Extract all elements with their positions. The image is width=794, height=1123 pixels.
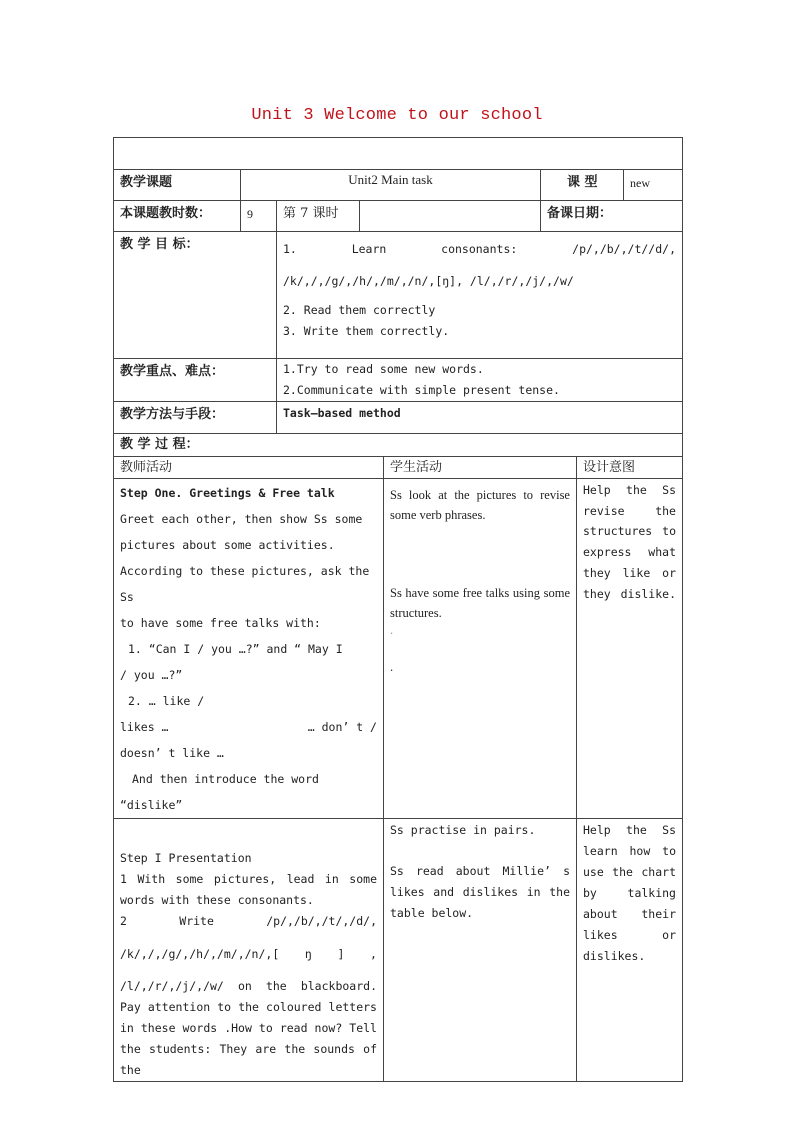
objective-word: Learn xyxy=(351,242,387,256)
step-one-item-1: 1. “Can I / you …?” and “ May I xyxy=(128,642,343,656)
key-point-1: 1.Try to read some new words. xyxy=(283,362,484,376)
step-two-student-2: Ss read about Millie’ s likes and dislikes in the table below. xyxy=(390,864,570,920)
teacher-column-header: 教师活动 xyxy=(114,457,384,479)
step-two-bracket: ] xyxy=(337,947,345,961)
period-label: 第 7 课时 xyxy=(277,201,360,232)
step-two-teacher xyxy=(114,819,384,1082)
column-header-row xyxy=(114,457,683,479)
step-two-line-2 xyxy=(120,911,377,932)
hours-label: 本课题教时数： xyxy=(114,201,241,232)
step-one-heading: Step One. Greetings & Free talk xyxy=(120,486,335,500)
step-one-item-1b: / you …?” xyxy=(120,668,183,682)
methods-value: Task—based method xyxy=(277,402,683,434)
step-one-item-2b-right: … don’ t / xyxy=(307,720,377,734)
step-two-num: 2 xyxy=(120,914,127,928)
spacer xyxy=(390,525,570,583)
objectives-row xyxy=(114,232,683,359)
blank-cell xyxy=(114,138,683,170)
topic-value: Unit2 Main task xyxy=(241,170,541,201)
step-one-outro-2: “dislike” xyxy=(120,798,183,812)
page-title: Unit 3 Welcome to our school xyxy=(251,106,543,125)
step-one-student-dot: . xyxy=(390,623,394,637)
step-two-line-3 xyxy=(120,932,377,976)
step-one-item-2b-left: likes … xyxy=(120,720,169,734)
step-two-student-1: Ss practise in pairs. xyxy=(390,823,536,837)
methods-row xyxy=(114,402,683,434)
lesson-type-label: 课 型 xyxy=(541,170,624,201)
step-one-student xyxy=(384,479,577,819)
step-two-student xyxy=(384,819,577,1082)
period-blank xyxy=(360,201,541,232)
step-two-phoneme: ŋ xyxy=(304,947,312,961)
step-two-heading: Step I Presentation xyxy=(120,851,252,865)
step-one-student-dot: . xyxy=(390,660,394,674)
objective-line-3: 2. Read them correctly xyxy=(283,303,436,317)
step-one-design: Help the Ss revise the structures to express what they like or they dislike. xyxy=(577,479,683,819)
step-one-item-2: 2. … like / xyxy=(128,694,205,708)
step-one-student-2: Ss have some free talks using some structures. xyxy=(390,586,570,620)
hours-row xyxy=(114,201,683,232)
objectives-content xyxy=(277,232,683,359)
step-one-item-2b xyxy=(120,714,377,740)
topic-label: 教学课题 xyxy=(114,170,241,201)
step-two-phonemes: /k/,/,/g/,/h/,/m/,/n/,[ xyxy=(120,947,280,961)
step-one-line: Greet each other, then show Ss some xyxy=(120,512,363,526)
key-points-label: 教学重点、难点： xyxy=(114,359,277,402)
key-points-content xyxy=(277,359,683,402)
objective-line-2: /k/,/,/g/,/h/,/m/,/n/,[ŋ], /l/,/r/,/j/,/w/ xyxy=(283,274,574,288)
objectives-label: 教 学 目 标： xyxy=(114,232,277,359)
lesson-type-value: new xyxy=(624,170,683,201)
step-one-outro-1: And then introduce the word xyxy=(132,772,319,786)
step-two-row xyxy=(114,819,683,1082)
prep-date-label: 备课日期： xyxy=(541,201,683,232)
lesson-plan-table xyxy=(113,137,683,1082)
objective-line-1 xyxy=(283,236,676,262)
step-one-line: to have some free talks with: xyxy=(120,616,321,630)
student-column-header: 学生活动 xyxy=(384,457,577,479)
step-one-teacher xyxy=(114,479,384,819)
process-label: 教 学 过 程： xyxy=(114,434,683,457)
process-row xyxy=(114,434,683,457)
objective-line-4: 3. Write them correctly. xyxy=(283,324,450,338)
hours-value: 9 xyxy=(241,201,277,232)
key-point-2: 2.Communicate with simple present tense. xyxy=(283,383,560,397)
objective-phonemes: /p/,/b/,/t//d/, xyxy=(572,242,676,256)
step-two-design: Help the Ss learn how to use the chart by talking about their likes or dislikes. xyxy=(577,819,683,1082)
step-one-item-2c: doesn’ t like … xyxy=(120,746,224,760)
objective-word: consonants: xyxy=(441,242,518,256)
step-two-line-4: /l/,/r/,/j/,/w/ on the blackboard. Pay attention to the coloured letters in these words .How to read now? Tell the students: They are the sounds of the xyxy=(120,979,377,1077)
step-one-line: pictures about some activities. xyxy=(120,538,335,552)
methods-label: 教学方法与手段： xyxy=(114,402,277,434)
step-one-line: According to these pictures, ask the Ss xyxy=(120,564,370,604)
step-one-student-1: Ss look at the pictures to revise some verb phrases. xyxy=(390,488,570,522)
step-two-comma: , xyxy=(370,947,377,961)
step-two-word: Write xyxy=(179,914,214,928)
key-points-row xyxy=(114,359,683,402)
objective-num: 1. xyxy=(283,242,297,256)
design-column-header: 设计意图 xyxy=(577,457,683,479)
step-two-line-1: 1 With some pictures, lead in some words with these consonants. xyxy=(120,872,377,907)
step-two-phonemes: /p/,/b/,/t/,/d/, xyxy=(266,914,377,928)
blank-header-row xyxy=(114,138,683,170)
topic-row xyxy=(114,170,683,201)
step-one-row xyxy=(114,479,683,819)
